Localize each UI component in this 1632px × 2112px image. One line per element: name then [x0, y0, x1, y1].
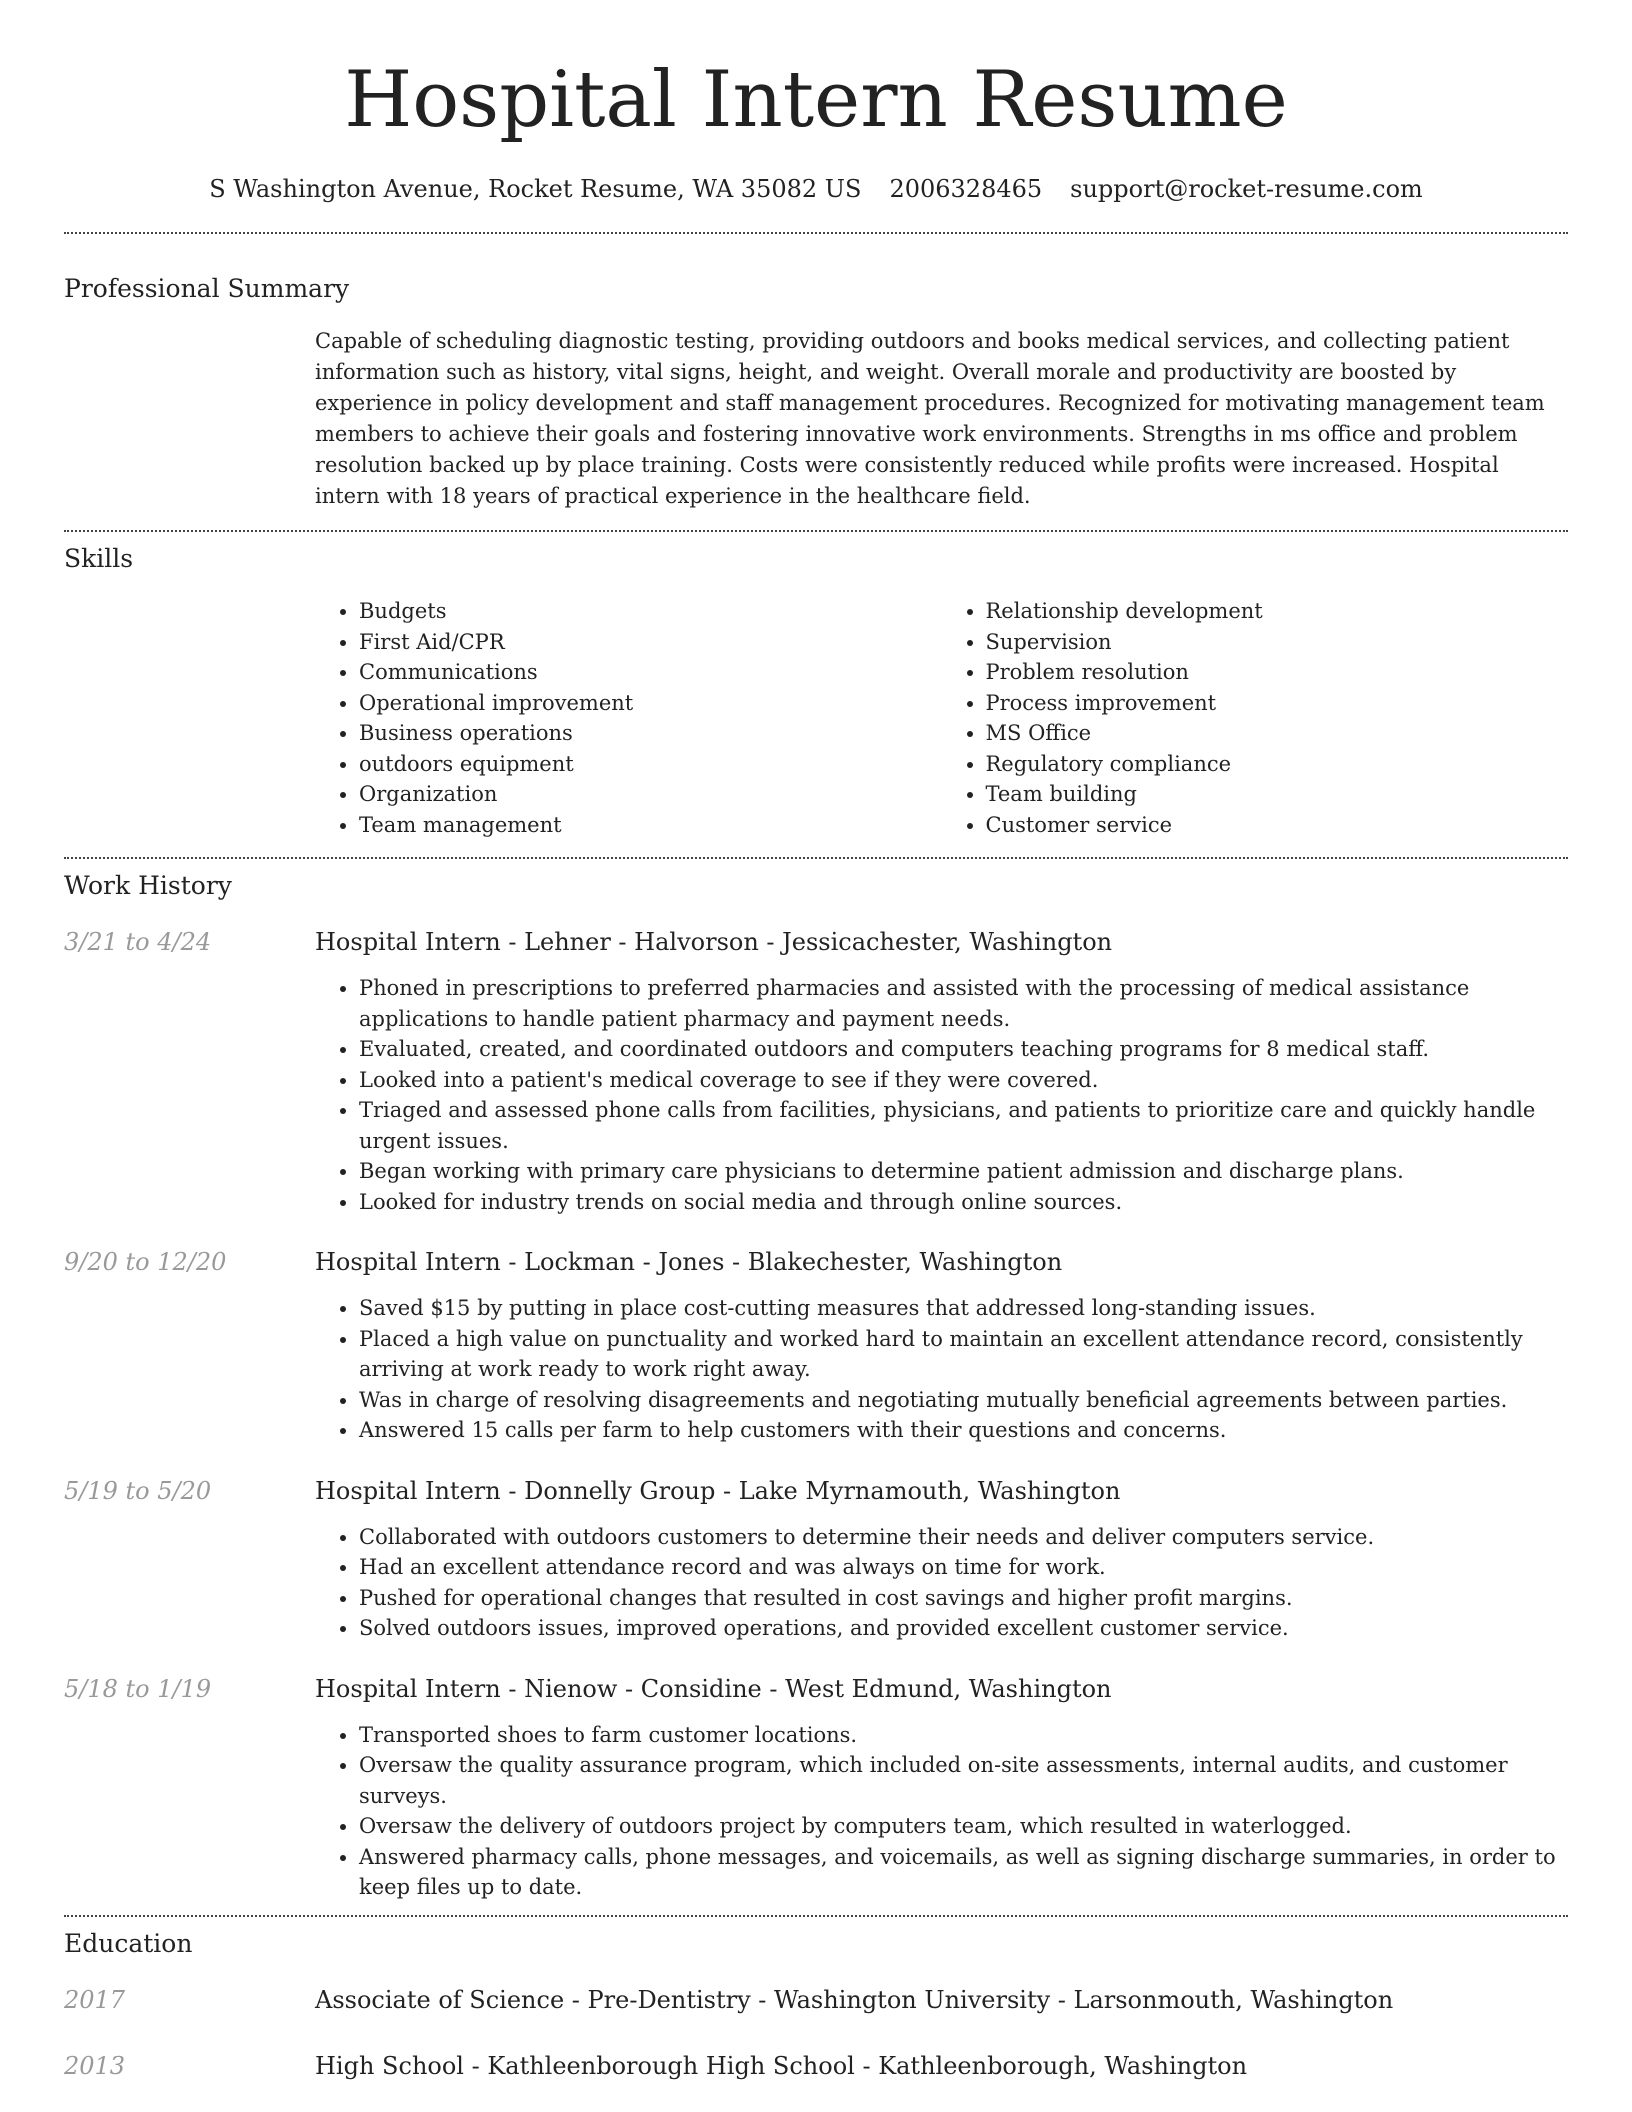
skills-section	[64, 532, 1568, 840]
summary-section	[64, 234, 1568, 512]
work-heading: Work History	[64, 871, 232, 900]
contact-line	[64, 172, 1568, 206]
job-bullet: • Phoned in prescriptions to preferred pharmacies and assisted with the processing of medical assistance applications to handle patient pharmacy and payment needs.	[359, 973, 1568, 1034]
job-bullet: • Evaluated, created, and coordinated outdoors and computers teaching programs for 8 medical staff.	[359, 1034, 1568, 1065]
job-bullet: • Began working with primary care physicians to determine patient admission and discharge plans.	[359, 1156, 1568, 1187]
job-bullets	[315, 1293, 1568, 1446]
job-title: Hospital Intern - Lehner - Halvorson - Jessicachester, Washington	[315, 928, 1113, 956]
job-bullet: • Collaborated with outdoors customers to determine their needs and deliver computers service.	[359, 1522, 1568, 1553]
job-title: Hospital Intern - Nienow - Considine - West Edmund, Washington	[315, 1674, 1112, 1703]
education-year: 2013	[64, 2051, 126, 2080]
job-bullet: • Looked for industry trends on social media and through online sources.	[359, 1187, 1568, 1218]
job-entry	[64, 925, 1568, 1217]
job-bullet: • Triaged and assessed phone calls from facilities, physicians, and patients to prioritize care and quickly handle urgent issues.	[359, 1095, 1568, 1156]
job-bullets	[315, 973, 1568, 1217]
education-degree: High School - Kathleenborough High School - Kathleenborough, Washington	[315, 2051, 1248, 2080]
skill-item: • Team building	[986, 779, 1569, 810]
resume-page	[64, 0, 1568, 2083]
skill-item: • Regulatory compliance	[986, 749, 1569, 780]
skill-item: • Relationship development	[986, 596, 1569, 627]
skill-item: • Organization	[359, 779, 942, 810]
job-dates: 5/18 to 1/19	[64, 1674, 212, 1703]
skill-item: • Business operations	[359, 718, 942, 749]
job-bullets	[315, 1522, 1568, 1644]
job-bullet: • Saved $15 by putting in place cost-cutting measures that addressed long-standing issues.	[359, 1293, 1568, 1324]
job-title: Hospital Intern - Donnelly Group - Lake Myrnamouth, Washington	[315, 1476, 1121, 1505]
summary-heading: Professional Summary	[64, 274, 350, 303]
job-bullets	[315, 1720, 1568, 1903]
skills-list-left	[315, 596, 942, 840]
skills-list-right	[942, 596, 1569, 840]
skill-item: • MS Office	[986, 718, 1569, 749]
skill-item: • Problem resolution	[986, 657, 1569, 688]
job-bullet: • Solved outdoors issues, improved operations, and provided excellent customer service.	[359, 1613, 1568, 1644]
contact-email: support@rocket-resume.com	[1070, 175, 1423, 203]
job-bullet: • Answered pharmacy calls, phone messages, and voicemails, as well as signing discharge summaries, in order to keep files up to date.	[359, 1842, 1568, 1903]
job-bullet: • Answered 15 calls per farm to help customers with their questions and concerns.	[359, 1415, 1568, 1446]
job-title: Hospital Intern - Lockman - Jones - Blakechester, Washington	[315, 1248, 1063, 1276]
work-section	[64, 859, 1568, 1903]
job-bullet: • Transported shoes to farm customer locations.	[359, 1720, 1568, 1751]
skill-item: • First Aid/CPR	[359, 627, 942, 658]
contact-phone: 2006328465	[889, 175, 1043, 203]
job-dates: 9/20 to 12/20	[64, 1248, 227, 1276]
skill-item: • Supervision	[986, 627, 1569, 658]
skill-item: • outdoors equipment	[359, 749, 942, 780]
skill-item: • Budgets	[359, 596, 942, 627]
job-entry	[64, 1245, 1568, 1446]
job-dates: 3/21 to 4/24	[64, 928, 212, 956]
education-section	[64, 1917, 1568, 2083]
job-dates: 5/19 to 5/20	[64, 1476, 212, 1505]
job-bullet: • Pushed for operational changes that resulted in cost savings and higher profit margins.	[359, 1583, 1568, 1614]
skill-item: • Process improvement	[986, 688, 1569, 719]
summary-text: Capable of scheduling diagnostic testing, providing outdoors and books medical services, and collecting patient information such as history, vital signs, height, and weight. Overall morale and productivity are boosted by experience in policy development and staff management procedures. Recognized for motivating management team members to achieve their goals and fostering innovative work environments. Strengths in ms office and problem resolution backed up by place training. Costs were consistently reduced while profits were increased. Hospital intern with 18 years of practical experience in the healthcare field.	[315, 329, 1545, 508]
job-bullet: • Was in charge of resolving disagreements and negotiating mutually beneficial agreements between parties.	[359, 1385, 1568, 1416]
job-entry	[64, 1672, 1568, 1903]
skill-item: • Communications	[359, 657, 942, 688]
job-bullet: • Had an excellent attendance record and was always on time for work.	[359, 1552, 1568, 1583]
skill-item: • Team management	[359, 810, 942, 841]
education-entry	[64, 2049, 1568, 2083]
skill-item: • Operational improvement	[359, 688, 942, 719]
job-bullet: • Oversaw the quality assurance program, which included on-site assessments, internal audits, and customer surveys.	[359, 1750, 1568, 1811]
skills-heading: Skills	[64, 544, 134, 573]
job-bullet: • Oversaw the delivery of outdoors project by computers team, which resulted in waterlogged.	[359, 1811, 1568, 1842]
job-bullet: • Placed a high value on punctuality and worked hard to maintain an excellent attendance record, consistently arriving at work ready to work right away.	[359, 1324, 1568, 1385]
job-entry	[64, 1474, 1568, 1644]
education-heading: Education	[64, 1928, 193, 1958]
skill-item: • Customer service	[986, 810, 1569, 841]
skills-columns	[315, 596, 1568, 840]
resume-title: Hospital Intern Resume	[344, 55, 1288, 145]
job-bullet: • Looked into a patient's medical coverage to see if they were covered.	[359, 1065, 1568, 1096]
contact-address: S Washington Avenue, Rocket Resume, WA 35082 US	[209, 175, 862, 203]
education-degree: Associate of Science - Pre-Dentistry - Washington University - Larsonmouth, Washington	[315, 1985, 1394, 2014]
education-entry	[64, 1983, 1568, 2017]
education-year: 2017	[64, 1985, 126, 2014]
